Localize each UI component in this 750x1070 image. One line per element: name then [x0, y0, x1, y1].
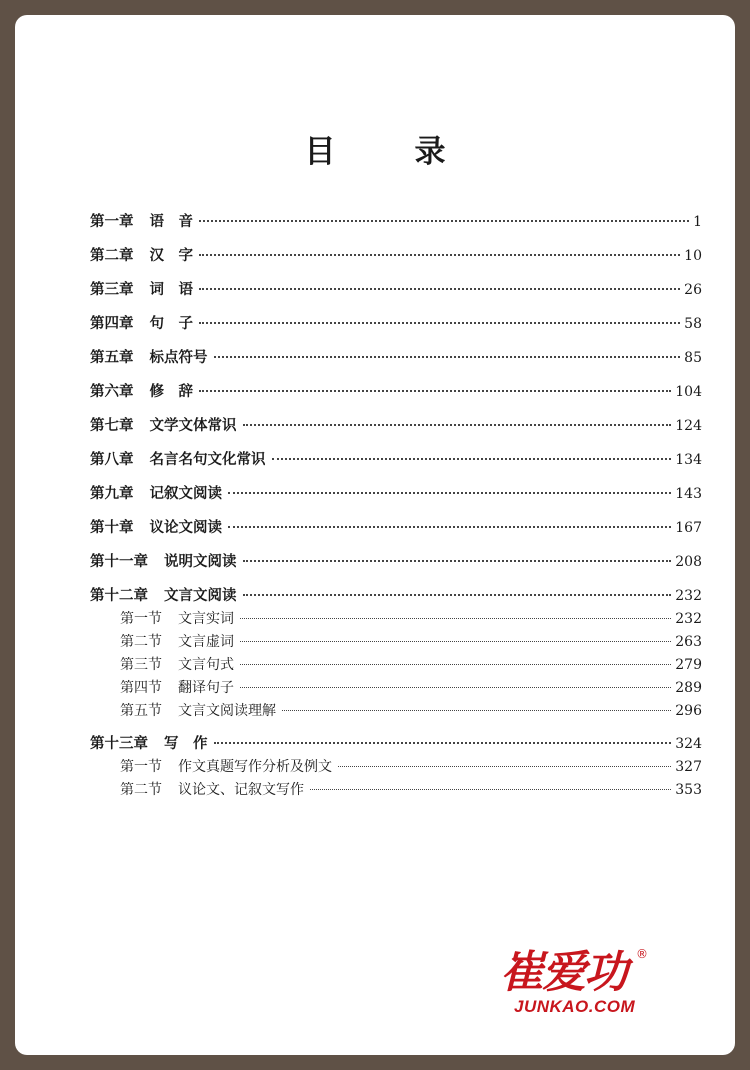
page-number: 167 [675, 520, 702, 536]
section-number: 第二节 [120, 634, 162, 650]
page-number: 10 [684, 248, 702, 264]
dot-leader [240, 617, 671, 619]
registered-mark: ® [636, 947, 648, 961]
dot-leader [199, 287, 680, 290]
page-number: 208 [675, 554, 702, 570]
toc-chapter-4[interactable] [90, 313, 702, 335]
chapter-title: 议论文阅读 [149, 519, 222, 536]
page-number: 296 [675, 703, 702, 719]
dot-leader [282, 709, 671, 711]
toc-section-12-5[interactable] [90, 701, 702, 721]
page-number: 85 [684, 350, 702, 366]
chapter-title: 说明文阅读 [164, 553, 237, 570]
logo-domain-text: JUNKAO.COM [514, 997, 636, 1016]
section-title: 文言实词 [178, 611, 234, 627]
toc-chapter-3[interactable] [90, 279, 702, 301]
logo-chinese-text: 崔爱功 [500, 947, 626, 998]
dot-leader [240, 686, 671, 688]
toc-chapter-9[interactable] [90, 483, 702, 505]
section-title: 翻译句子 [178, 680, 234, 696]
chapter-number: 第一章 [90, 213, 134, 230]
dot-leader [214, 741, 672, 744]
chapter-title: 句 子 [149, 315, 193, 332]
page-number: 279 [675, 657, 702, 673]
dot-leader [228, 491, 671, 494]
page-number: 124 [675, 418, 702, 434]
page-number: 104 [675, 384, 702, 400]
toc-section-12-2[interactable] [90, 632, 702, 652]
section-number: 第一节 [120, 759, 162, 775]
chapter-number: 第七章 [90, 417, 134, 434]
chapter-title: 汉 字 [149, 247, 193, 264]
dot-leader [243, 423, 672, 426]
chapter-number: 第十一章 [90, 553, 148, 570]
toc-section-13-2[interactable] [90, 780, 702, 800]
page-number: 232 [675, 611, 702, 627]
dot-leader [199, 389, 671, 392]
chapter-number: 第五章 [90, 349, 134, 366]
chapter-title: 语 音 [149, 213, 193, 230]
toc-section-12-4[interactable] [90, 678, 702, 698]
chapter-title: 写 作 [164, 735, 208, 752]
section-title: 文言句式 [178, 657, 234, 673]
chapter-title: 记叙文阅读 [149, 485, 222, 502]
toc-section-13-1[interactable] [90, 757, 702, 777]
dot-leader [240, 640, 671, 642]
chapter-number: 第三章 [90, 281, 134, 298]
section-number: 第四节 [120, 680, 162, 696]
chapter-title: 文学文体常识 [149, 417, 237, 434]
page-number: 58 [684, 316, 702, 332]
dot-leader [228, 525, 671, 528]
dot-leader [199, 321, 680, 324]
brand-logo [500, 947, 660, 1027]
page-number: 26 [684, 282, 702, 298]
toc-chapter-13[interactable] [90, 733, 702, 755]
section-number: 第三节 [120, 657, 162, 673]
chapter-number: 第二章 [90, 247, 134, 264]
chapter-number: 第十二章 [90, 587, 148, 604]
section-title: 议论文、记叙文写作 [178, 782, 304, 798]
dot-leader [243, 593, 672, 596]
page-number: 263 [675, 634, 702, 650]
chapter-number: 第六章 [90, 383, 134, 400]
page-number: 289 [675, 680, 702, 696]
toc-chapter-10[interactable] [90, 517, 702, 539]
section-title: 文言虚词 [178, 634, 234, 650]
chapter-title: 标点符号 [149, 349, 208, 366]
page-number: 353 [675, 782, 702, 798]
dot-leader [240, 663, 671, 665]
page-number: 324 [675, 736, 702, 752]
toc-chapter-7[interactable] [90, 415, 702, 437]
section-title: 作文真题写作分析及例文 [178, 759, 332, 775]
dot-leader [243, 559, 672, 562]
toc-section-12-1[interactable] [90, 609, 702, 629]
chapter-number: 第十章 [90, 519, 134, 536]
toc-chapter-1[interactable] [90, 211, 702, 233]
toc-chapter-8[interactable] [90, 449, 702, 471]
chapter-title: 名言名句文化常识 [149, 451, 266, 468]
section-number: 第五节 [120, 703, 162, 719]
toc-chapter-6[interactable] [90, 381, 702, 403]
toc-chapter-5[interactable] [90, 347, 702, 369]
page-number: 1 [693, 214, 702, 230]
chapter-title: 修 辞 [149, 383, 193, 400]
dot-leader [199, 253, 680, 256]
document-page [15, 15, 735, 1055]
toc-section-12-3[interactable] [90, 655, 702, 675]
dot-leader [214, 355, 681, 358]
toc-chapter-11[interactable] [90, 551, 702, 573]
page-number: 327 [675, 759, 702, 775]
dot-leader [338, 765, 671, 767]
chapter-title: 文言文阅读 [164, 587, 237, 604]
section-title: 文言文阅读理解 [178, 703, 276, 719]
chapter-number: 第四章 [90, 315, 134, 332]
chapter-number: 第八章 [90, 451, 134, 468]
chapter-number: 第九章 [90, 485, 134, 502]
dot-leader [310, 788, 671, 790]
dot-leader [199, 219, 689, 222]
page-title: 目 录 [304, 134, 470, 170]
chapter-title: 词 语 [149, 281, 193, 298]
toc-chapter-2[interactable] [90, 245, 702, 267]
dot-leader [272, 457, 672, 460]
page-number: 143 [675, 486, 702, 502]
section-number: 第一节 [120, 611, 162, 627]
section-number: 第二节 [120, 782, 162, 798]
toc-chapter-12[interactable] [90, 585, 702, 607]
page-number: 232 [675, 588, 702, 604]
page-number: 134 [675, 452, 702, 468]
chapter-number: 第十三章 [90, 735, 148, 752]
